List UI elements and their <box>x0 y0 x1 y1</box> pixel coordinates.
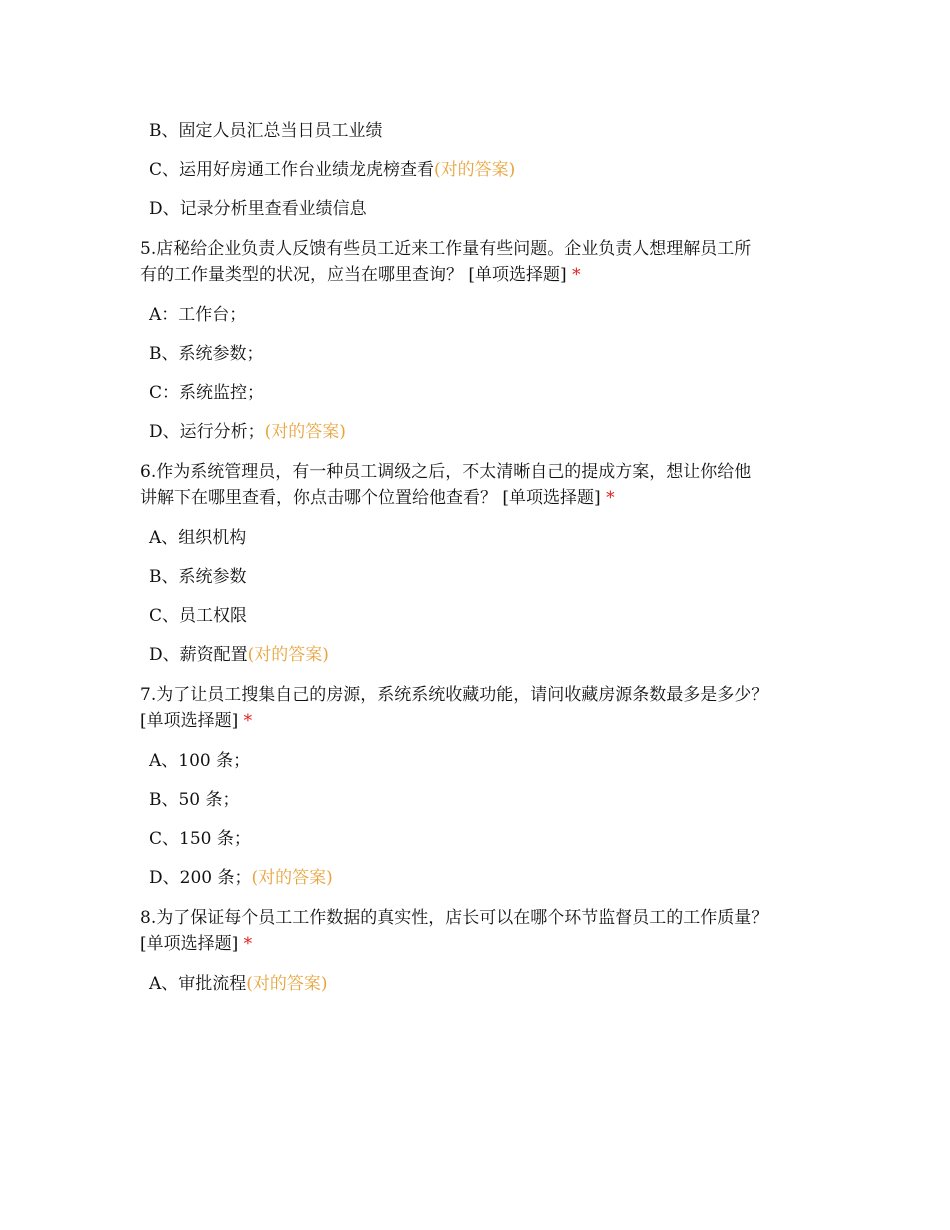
q6-option-b: B、系统参数 <box>149 567 247 587</box>
q5-option-a: A：工作台； <box>149 305 247 325</box>
q5-option-b: B、系统参数； <box>149 344 264 364</box>
q6-option-c: C、员工权限 <box>149 606 248 626</box>
question-5-line-2: 有的工作量类型的状况，应当在哪里查询？ [单项选择题] * <box>140 265 581 285</box>
required-mark: * <box>572 265 581 285</box>
q4-option-d: D、记录分析里查看业绩信息 <box>149 199 367 219</box>
q6-option-a: A、组织机构 <box>149 528 247 548</box>
q7-option-b: B、50 条； <box>149 790 240 810</box>
question-8-line-1: 8.为了保证每个员工工作数据的真实性，店长可以在哪个环节监督员工的工作质量？ <box>140 908 769 928</box>
question-6-line-1: 6.作为系统管理员，有一种员工调级之后，不太清晰自己的提成方案，想让你给他 <box>140 462 752 482</box>
correct-answer-tag: (对的答案) <box>434 160 516 180</box>
question-7-line-2: [单项选择题] * <box>140 711 253 731</box>
required-mark: * <box>243 711 253 731</box>
correct-answer-tag: (对的答案) <box>246 974 328 994</box>
required-mark: * <box>243 934 253 954</box>
q4-option-c: C、运用好房通工作台业绩龙虎榜查看(对的答案) <box>149 160 516 180</box>
question-5 <box>140 236 830 288</box>
q8-option-a: A、审批流程(对的答案) <box>149 974 328 994</box>
correct-answer-tag: (对的答案) <box>251 868 333 888</box>
q7-option-d: D、200 条；(对的答案) <box>149 868 333 888</box>
q4-option-b: B、固定人员汇总当日员工业绩 <box>149 121 383 141</box>
q5-option-d: D、运行分析；(对的答案) <box>149 422 346 442</box>
question-8 <box>140 905 830 957</box>
q7-option-a: A、100 条； <box>149 751 251 771</box>
question-7 <box>140 682 830 734</box>
required-mark: * <box>606 488 615 508</box>
quiz-content <box>140 118 830 1010</box>
correct-answer-tag: (对的答案) <box>264 422 346 442</box>
question-5-line-1: 5.店秘给企业负责人反馈有些员工近来工作量有些问题。企业负责人想理解员工所 <box>140 239 752 259</box>
q6-option-d: D、薪资配置(对的答案) <box>149 645 329 665</box>
question-6 <box>140 459 830 511</box>
q7-option-c: C、150 条； <box>149 829 251 849</box>
q5-option-c: C：系统监控； <box>149 383 265 403</box>
correct-answer-tag: (对的答案) <box>247 645 329 665</box>
question-7-line-1: 7.为了让员工搜集自己的房源，系统系统收藏功能，请问收藏房源条数最多是多少？ <box>140 685 769 705</box>
question-6-line-2: 讲解下在哪里查看，你点击哪个位置给他查看？ [单项选择题] * <box>140 488 615 508</box>
question-8-line-2: [单项选择题] * <box>140 934 253 954</box>
